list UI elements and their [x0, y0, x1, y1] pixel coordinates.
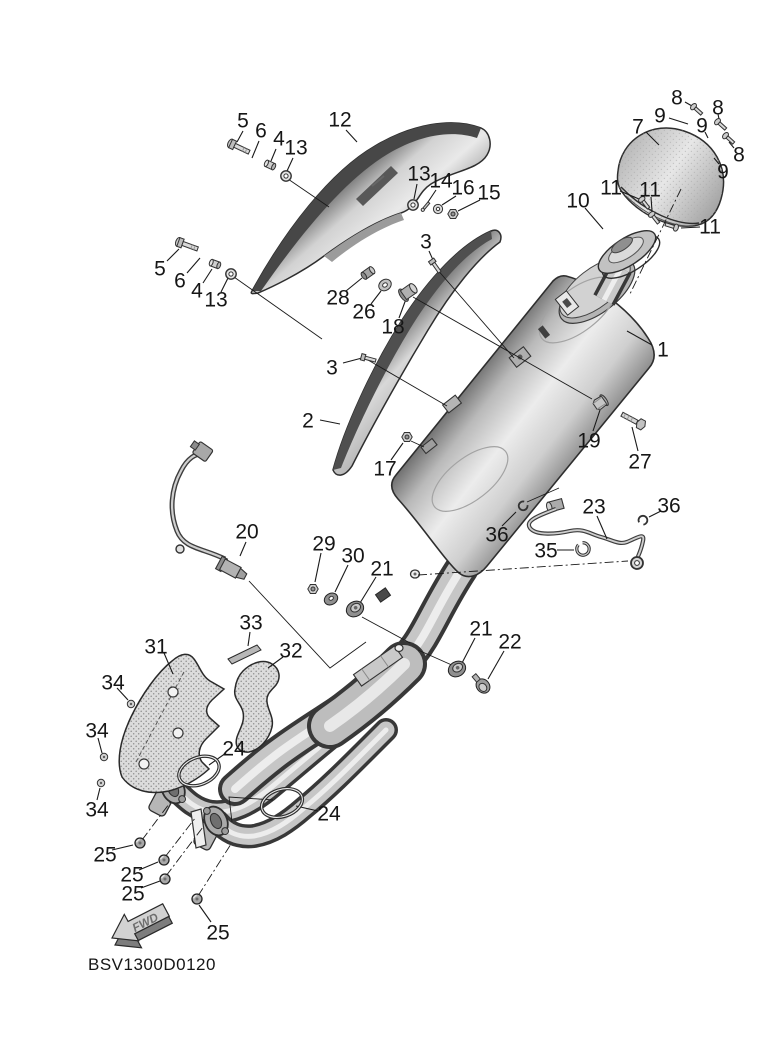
callout-label-5: 5 — [154, 257, 166, 281]
leader-line — [287, 158, 293, 171]
grommet-part — [281, 171, 291, 181]
callout-label-13: 13 — [407, 162, 431, 186]
callout-label-12: 12 — [328, 108, 352, 132]
callout-label-24: 24 — [222, 737, 246, 761]
stud-part — [192, 894, 202, 904]
leader-line — [203, 269, 212, 283]
callout-label-2: 2 — [302, 409, 314, 433]
callout-label-36: 36 — [657, 494, 681, 518]
fwd-arrow — [112, 904, 172, 948]
callout-label-7: 7 — [632, 115, 644, 139]
leader-line — [252, 141, 259, 158]
leader-line — [360, 577, 376, 603]
callout-label-4: 4 — [273, 127, 285, 151]
collar-part — [263, 160, 276, 171]
callout-label-32: 32 — [279, 639, 303, 663]
callout-label-8: 8 — [712, 96, 724, 120]
callout-label-34: 34 — [101, 671, 125, 695]
callout-label-11: 11 — [639, 178, 661, 202]
callout-label-17: 17 — [373, 457, 397, 481]
flange_nut-part — [344, 598, 367, 620]
callout-label-3: 3 — [326, 356, 338, 380]
callout-label-31: 31 — [144, 635, 168, 659]
callout-label-29: 29 — [312, 532, 336, 556]
leader-line — [632, 427, 638, 451]
callout-label-14: 14 — [429, 169, 453, 193]
washer_o-part — [322, 591, 340, 608]
fwd-label: FWD — [129, 909, 161, 935]
callout-label-5: 5 — [237, 109, 249, 133]
axis-line — [362, 617, 410, 643]
washer_s-part — [433, 204, 442, 213]
callout-label-11: 11 — [600, 176, 622, 200]
callout-label-13: 13 — [284, 136, 308, 160]
axis-polyline — [249, 581, 366, 668]
rivet-part — [100, 753, 107, 760]
callout-label-28: 28 — [326, 286, 350, 310]
callout-label-34: 34 — [85, 798, 109, 822]
bolt_sm-part — [360, 354, 376, 364]
callout-label-19: 19 — [577, 429, 601, 453]
leader-line — [187, 258, 200, 273]
sleeve-part — [360, 266, 376, 281]
rivet-part — [127, 700, 134, 707]
axis-line — [436, 268, 514, 358]
collar-part — [208, 259, 221, 269]
dash-axis-line — [165, 817, 196, 857]
callout-label-21: 21 — [469, 617, 493, 641]
callout-label-25: 25 — [93, 843, 117, 867]
leader-line — [681, 227, 700, 228]
clamp-flange-part — [592, 223, 666, 300]
bolt_sm-part — [429, 258, 443, 274]
callout-label-6: 6 — [174, 269, 186, 293]
callout-label-16: 16 — [451, 176, 475, 200]
washer-part — [376, 277, 393, 293]
bolt-part — [174, 237, 199, 254]
oxygen-sensor-part — [172, 438, 249, 582]
pin-part — [421, 202, 431, 213]
callout-label-9: 9 — [717, 160, 729, 184]
leader-line — [343, 358, 362, 363]
axis-line — [234, 277, 322, 339]
callout-label-24: 24 — [317, 802, 341, 826]
callout-label-8: 8 — [671, 86, 683, 110]
callout-label-34: 34 — [85, 719, 109, 743]
rivet-part — [97, 779, 104, 786]
nut_s-part — [308, 585, 318, 594]
callout-label-33: 33 — [239, 611, 263, 635]
callout-label-36: 36 — [485, 523, 509, 547]
callout-label-11: 11 — [699, 215, 721, 239]
callout-label-6: 6 — [255, 119, 267, 143]
grommet-part — [408, 200, 418, 210]
callout-label-3: 3 — [420, 230, 432, 254]
leader-line — [199, 905, 211, 922]
bolt_hex-part — [620, 410, 648, 431]
callout-label-4: 4 — [191, 279, 203, 303]
callout-label-25: 25 — [206, 921, 230, 945]
bolt_dome-part — [469, 671, 493, 696]
callout-label-8: 8 — [733, 143, 745, 167]
leader-line — [488, 651, 504, 679]
callout-label-1: 1 — [657, 338, 669, 362]
stud-part — [159, 855, 169, 865]
stud-part — [135, 838, 145, 848]
leader-line — [315, 553, 321, 582]
leader-line — [167, 249, 179, 261]
bolt-part — [226, 138, 251, 156]
stud-part — [160, 874, 170, 884]
nut_s-part — [402, 433, 412, 442]
leader-line — [346, 130, 357, 142]
leader-line — [240, 542, 246, 556]
protector-strip-part — [228, 645, 261, 664]
callout-label-26: 26 — [352, 300, 376, 324]
leader-line — [237, 131, 243, 142]
callout-label-15: 15 — [477, 181, 501, 205]
leader-line — [271, 149, 276, 161]
nut_s-part — [448, 210, 458, 219]
callout-label-30: 30 — [341, 544, 365, 568]
callout-label-25: 25 — [121, 882, 145, 906]
clamp-part — [577, 543, 589, 555]
callout-label-18: 18 — [381, 315, 405, 339]
callout-label-27: 27 — [628, 450, 652, 474]
leader-line — [335, 565, 348, 592]
callout-label-20: 20 — [235, 520, 259, 544]
protector-main-part — [119, 654, 224, 792]
callout-label-23: 23 — [582, 495, 606, 519]
drawing-code: BSV1300D0120 — [88, 955, 216, 974]
callout-label-13: 13 — [204, 288, 228, 312]
callout-label-22: 22 — [498, 630, 522, 654]
callout-label-10: 10 — [566, 189, 590, 213]
leader-line — [669, 118, 688, 124]
callout-label-21: 21 — [370, 557, 394, 581]
dash-axis-line — [166, 827, 203, 876]
callout-label-25: 25 — [120, 863, 144, 887]
dash-axis-line — [198, 844, 231, 896]
leader-line — [462, 638, 475, 663]
flange_nut-part — [446, 658, 469, 680]
leader-line — [320, 420, 340, 424]
grommet-part — [226, 269, 236, 279]
callout-label-9: 9 — [696, 114, 708, 138]
callout-label-35: 35 — [534, 539, 558, 563]
clip-part — [637, 514, 649, 525]
callout-label-9: 9 — [654, 104, 666, 128]
